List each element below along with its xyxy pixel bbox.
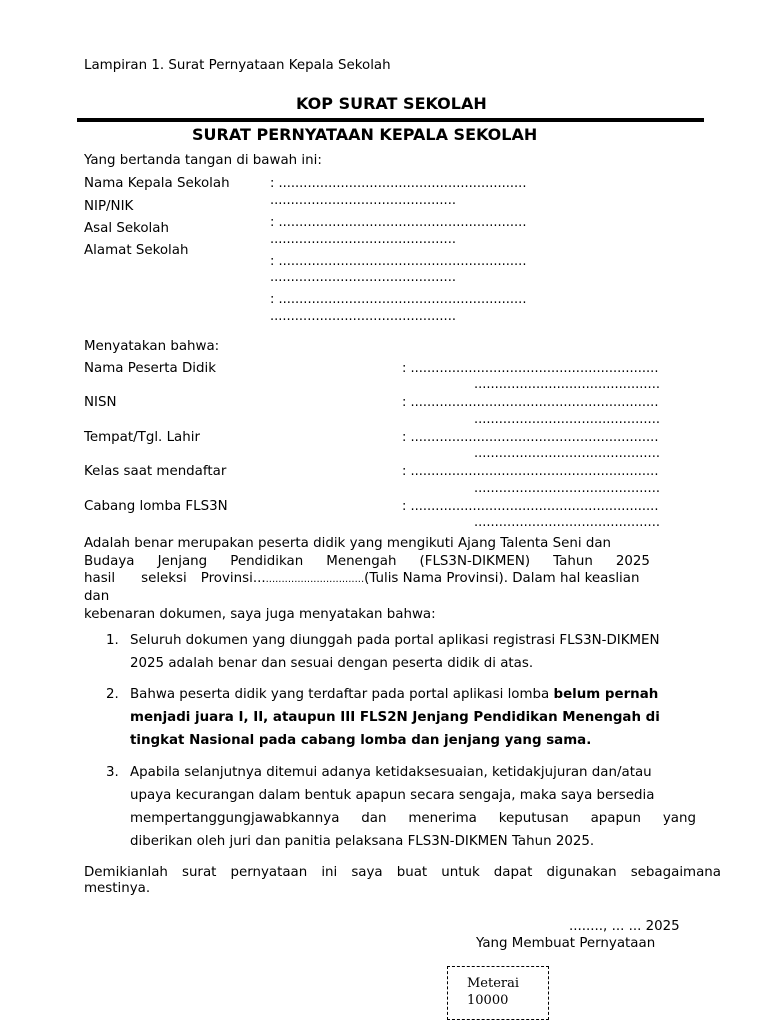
province-blank: ............................... <box>265 574 365 585</box>
list-number-2: 2. <box>106 687 119 702</box>
word: Jenjang <box>157 554 208 569</box>
document-title: SURAT PERNYATAAN KEPALA SEKOLAH <box>192 125 538 144</box>
word: Pendidikan <box>230 554 304 569</box>
fill-nisn-line1: : ............................................................ <box>402 395 659 410</box>
list-item-2-line-3: tingkat Nasional pada cabang lomba dan jenjang yang sama. <box>130 733 592 748</box>
paragraph-line-1: Adalah benar merupakan peserta didik yang mengikuti Ajang Talenta Seni dan <box>84 536 612 551</box>
list-item-3-line-4: diberikan oleh juri dan panitia pelaksana FLS3N-DIKMEN Tahun 2025. <box>130 834 595 849</box>
paragraph-line-4: dan <box>84 589 110 604</box>
lampiran-caption: Lampiran 1. Surat Pernyataan Kepala Sekolah <box>84 58 391 73</box>
label-nip-nik: NIP/NIK <box>84 199 134 214</box>
fill-asal-line2: ............................................. <box>270 270 456 285</box>
fill-alamat-line1: : ............................................................ <box>270 292 527 307</box>
fill-nama-peserta-line1: : ............................................................ <box>402 361 659 376</box>
stamp-text-1: Meterai <box>467 976 520 991</box>
signature-date: ........, ... ... 2025 <box>569 919 680 934</box>
word: Tahun <box>553 554 593 569</box>
word: (Tulis Nama Provinsi). Dalam hal keaslian <box>364 571 640 586</box>
label-asal-sekolah: Asal Sekolah <box>84 221 169 236</box>
fill-nip-line2: ............................................. <box>270 232 456 247</box>
fill-kelas-line2: ............................................. <box>474 481 660 496</box>
label-nama-peserta-didik: Nama Peserta Didik <box>84 361 217 376</box>
fill-cabang-line1: : ............................................................ <box>402 499 659 514</box>
fill-ttl-line1: : ............................................................ <box>402 430 659 445</box>
paragraph-line-2 <box>84 554 650 569</box>
label-kelas-saat-mendaftar: Kelas saat mendaftar <box>84 464 227 479</box>
header-divider <box>77 118 704 122</box>
meterai-stamp-box <box>447 966 549 1020</box>
fill-nama-peserta-line2: ............................................. <box>474 377 660 392</box>
list-number-3: 3. <box>106 765 119 780</box>
closing-line-2: mestinya. <box>84 881 151 896</box>
paragraph-line-5: kebenaran dokumen, saya juga menyatakan bahwa: <box>84 607 436 622</box>
closing-text: Demikianlah surat pernyataan ini saya buat untuk dapat digunakan sebagaimana <box>84 865 721 880</box>
list-item-3-line-3 <box>130 811 696 826</box>
label-alamat-sekolah: Alamat Sekolah <box>84 243 189 258</box>
fill-asal-line1: : ............................................................ <box>270 254 527 269</box>
list-number-1: 1. <box>106 633 119 648</box>
list-item-3-line-2: upaya kecurangan dalam bentuk apapun secara sengaja, maka saya bersedia <box>130 788 655 803</box>
word: 2025 <box>615 554 650 569</box>
label-cabang-lomba: Cabang lomba FLS3N <box>84 499 228 514</box>
signature-label: Yang Membuat Pernyataan <box>476 936 656 951</box>
fill-ttl-line2: ............................................. <box>474 446 660 461</box>
word: Menengah <box>326 554 397 569</box>
paragraph-line-3 <box>84 571 639 586</box>
list-item-3-line-1: Apabila selanjutnya ditemui adanya ketidaksesuaian, ketidakjujuran dan/atau <box>130 765 652 780</box>
word: (FLS3N-DIKMEN) <box>419 554 531 569</box>
list-item-2-line-1 <box>130 687 658 702</box>
kop-surat-heading: KOP SURAT SEKOLAH <box>296 94 487 113</box>
intro-text: Yang bertanda tangan di bawah ini: <box>84 153 322 168</box>
stamp-text-2: 10000 <box>467 993 509 1008</box>
label-nama-kepala-sekolah: Nama Kepala Sekolah <box>84 176 230 191</box>
fill-kelas-line1: : ............................................................ <box>402 464 659 479</box>
menyatakan-text: Menyatakan bahwa: <box>84 339 220 354</box>
list-item-1-line-1: Seluruh dokumen yang diunggah pada portal aplikasi registrasi FLS3N-DIKMEN <box>130 633 660 648</box>
fill-nisn-line2: ............................................. <box>474 412 660 427</box>
label-nisn: NISN <box>84 395 117 410</box>
word: Provinsi... <box>200 571 266 586</box>
list-text-bold: belum pernah <box>553 687 659 702</box>
list-text: Bahwa peserta didik yang terdaftar pada portal aplikasi lomba <box>130 687 554 702</box>
word: Budaya <box>84 554 135 569</box>
fill-nama-kepala-line1: : ............................................................ <box>270 176 527 191</box>
list-text: mempertanggungjawabkannya dan menerima keputusan apapun yang <box>130 811 696 826</box>
closing-line-1 <box>84 865 721 880</box>
fill-cabang-line2: ............................................. <box>474 515 660 530</box>
fill-nip-line1: : ............................................................ <box>270 215 527 230</box>
fill-nama-kepala-line2: ............................................. <box>270 193 456 208</box>
label-tempat-tgl-lahir: Tempat/Tgl. Lahir <box>84 430 200 445</box>
fill-alamat-line2: ............................................. <box>270 309 456 324</box>
word: seleksi <box>141 571 187 586</box>
list-item-2-line-2: menjadi juara I, II, ataupun III FLS2N Jenjang Pendidikan Menengah di <box>130 710 660 725</box>
list-item-1-line-2: 2025 adalah benar dan sesuai dengan peserta didik di atas. <box>130 656 534 671</box>
word: hasil <box>84 571 116 586</box>
